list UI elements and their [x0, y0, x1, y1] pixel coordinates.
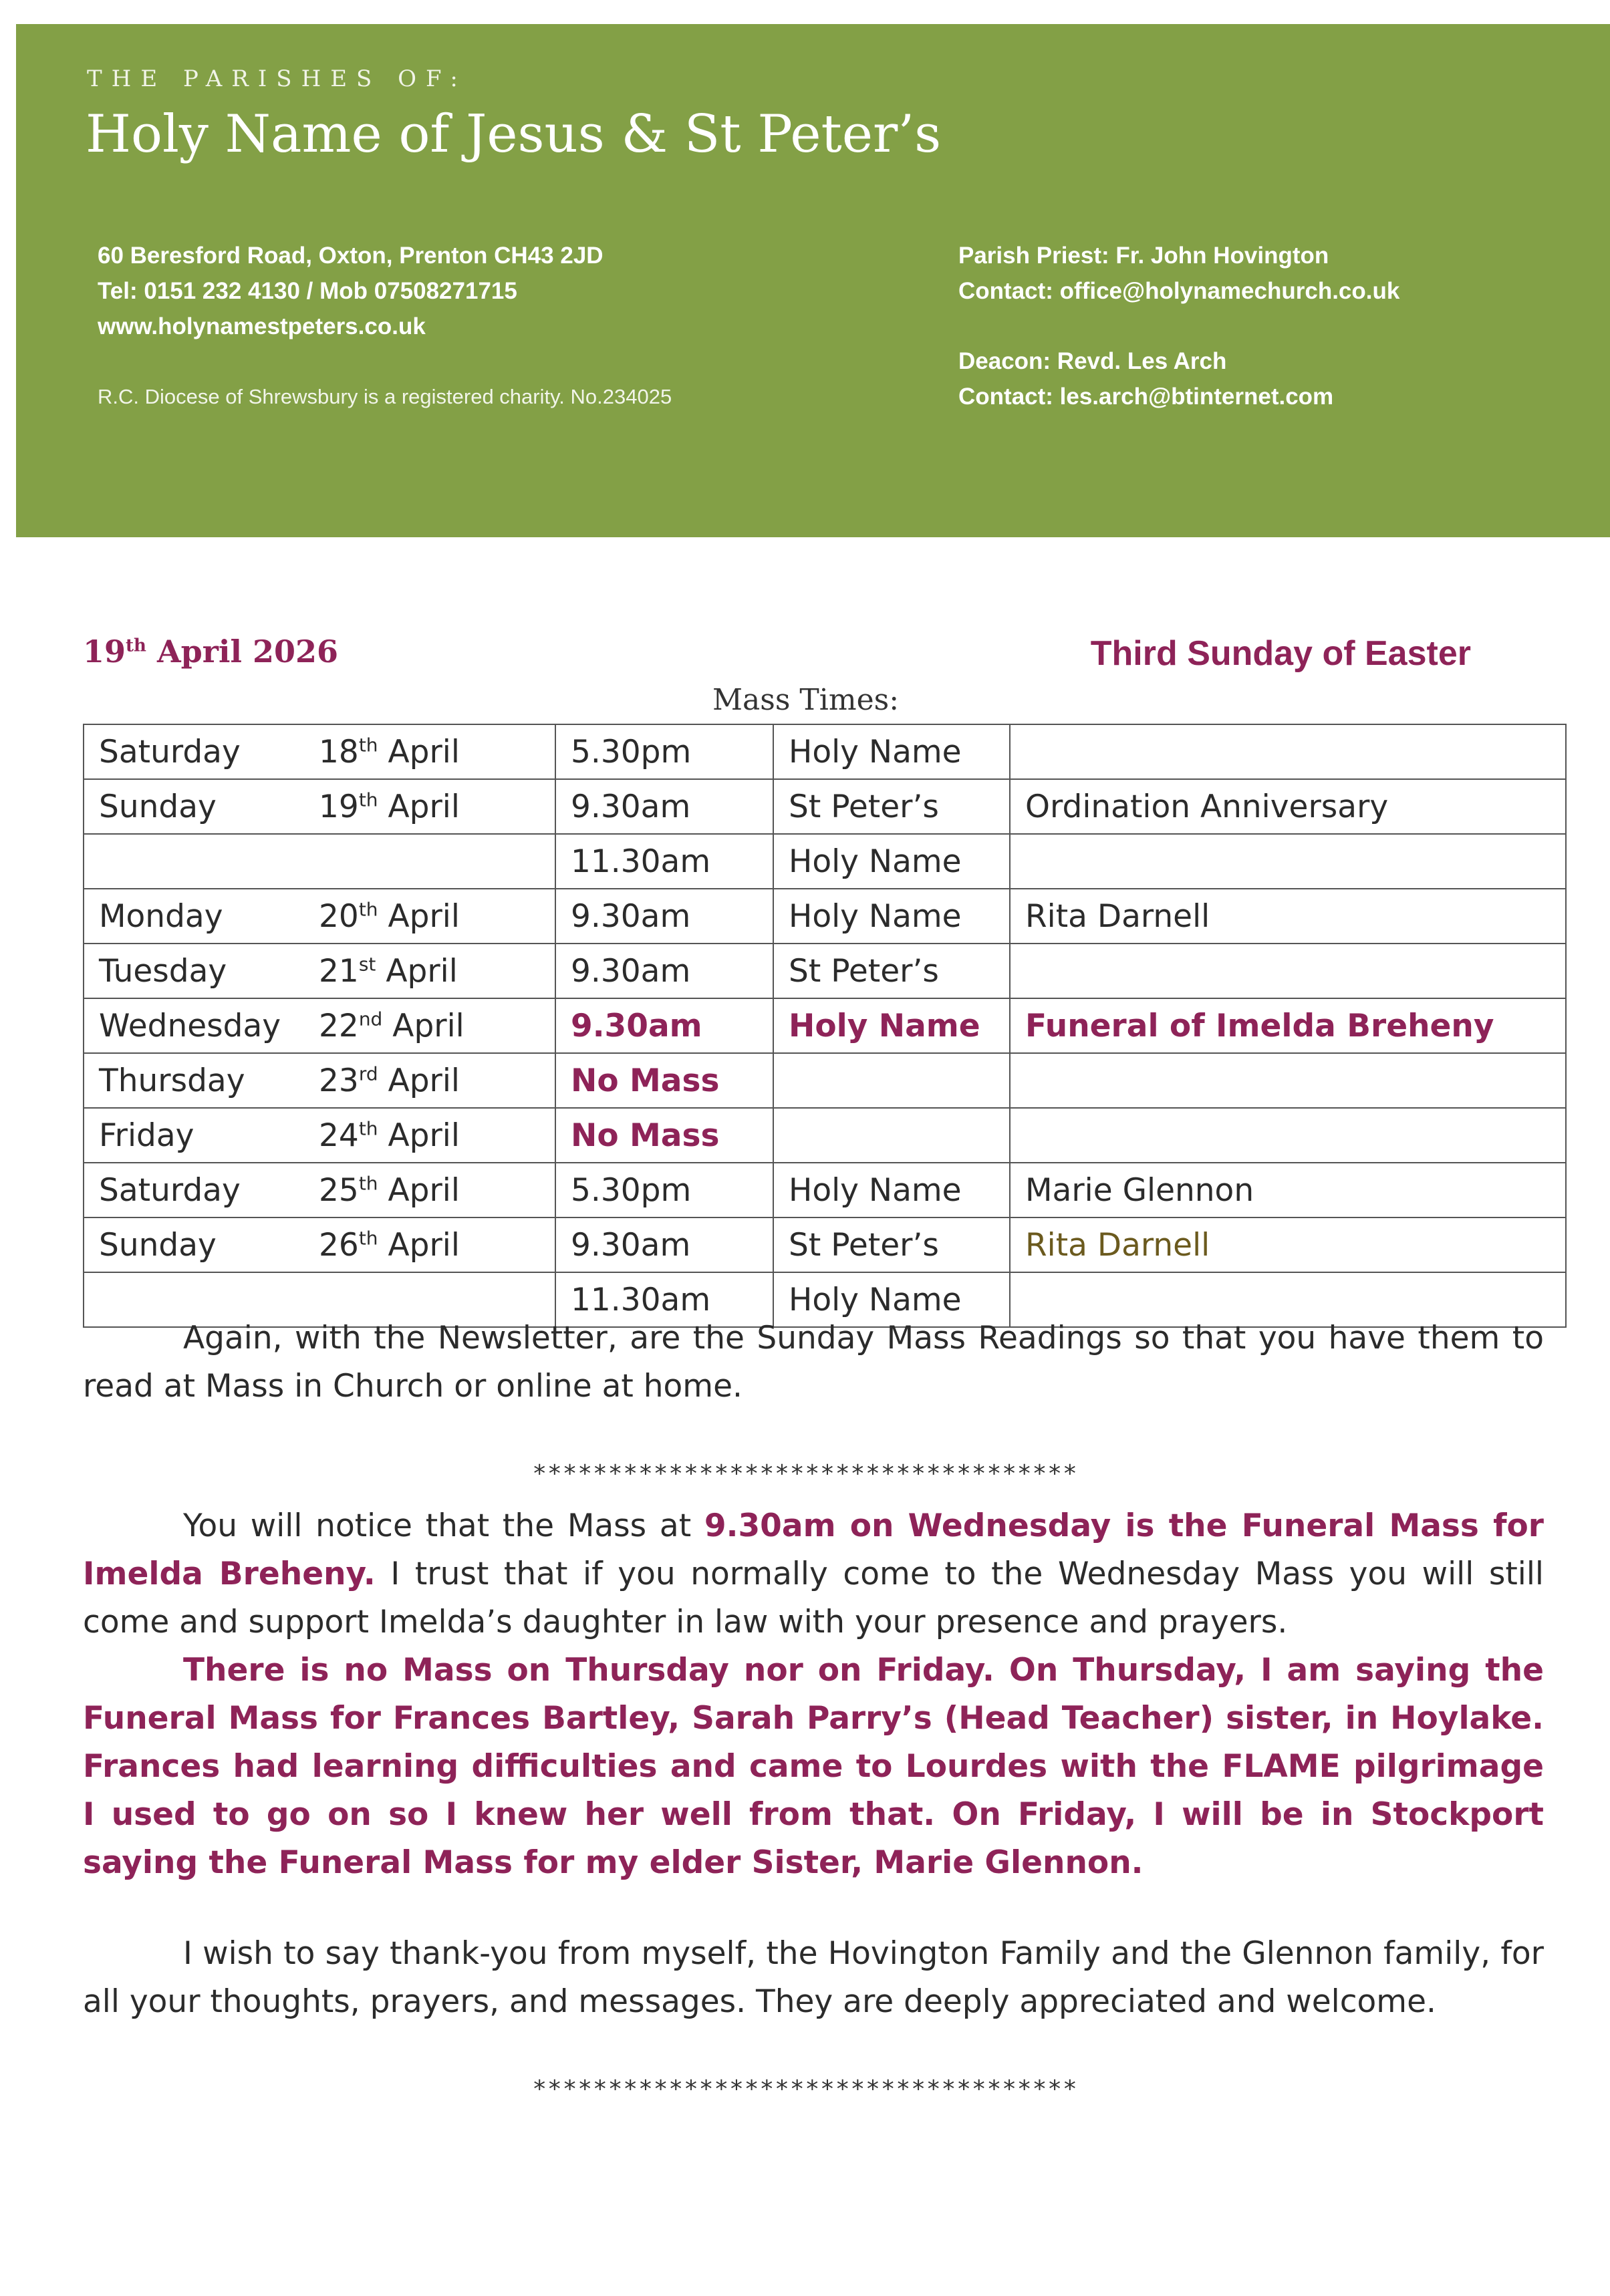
deacon: Deacon: Revd. Les Arch	[958, 348, 1227, 374]
mass-row	[84, 998, 1566, 1053]
mass-time: 9.30am	[555, 944, 773, 998]
deacon-contact[interactable]: Contact: les.arch@btinternet.com	[958, 384, 1334, 410]
mass-time: 9.30am	[555, 889, 773, 944]
mass-row	[84, 724, 1566, 779]
charity-notice: R.C. Diocese of Shrewsbury is a registered charity. No.234025	[98, 385, 672, 408]
mass-day: Friday	[84, 1108, 304, 1163]
mass-row	[84, 1053, 1566, 1108]
mass-church: St Peter’s	[773, 944, 1010, 998]
liturgical-sunday-title: Third Sunday of Easter	[1090, 634, 1471, 673]
mass-church: Holy Name	[773, 1163, 1010, 1217]
mass-day: Monday	[84, 889, 304, 944]
mass-note: Rita Darnell	[1010, 889, 1566, 944]
mass-day: Wednesday	[84, 998, 304, 1053]
mass-row	[84, 889, 1566, 944]
mass-date: 22nd April	[304, 998, 555, 1053]
mass-time: 5.30pm	[555, 1163, 773, 1217]
mass-day: Sunday	[84, 779, 304, 834]
mass-times-table	[83, 724, 1567, 1328]
mass-day: Saturday	[84, 1163, 304, 1217]
mass-date: 19th April	[304, 779, 555, 834]
mass-row	[84, 779, 1566, 834]
mass-date: 24th April	[304, 1108, 555, 1163]
mass-time: 11.30am	[555, 834, 773, 889]
bulletin-date: 19th April 2026	[83, 633, 339, 670]
funeral-notice-paragraph: You will notice that the Mass at 9.30am on Wednesday is the Funeral Mass for Imelda Breheny. I trust that if you normally come to the Wednesday Mass you will still come and support Imelda’s daughter in law with your presence and prayers.	[83, 1508, 1544, 1640]
parish-website[interactable]: www.holynamestpeters.co.uk	[98, 313, 426, 339]
mass-church: Holy Name	[773, 889, 1010, 944]
mass-note: Ordination Anniversary	[1010, 779, 1566, 834]
mass-time: No Mass	[555, 1108, 773, 1163]
mass-note	[1010, 834, 1566, 889]
mass-day	[84, 834, 304, 889]
mass-time: 11.30am	[555, 1272, 773, 1327]
mass-row	[84, 1217, 1566, 1272]
thank-you-paragraph: I wish to say thank-you from myself, the Hovington Family and the Glennon family, for all your thoughts, prayers, and messages. They are deeply appreciated and welcome.	[83, 1935, 1544, 2020]
mass-date: 23rd April	[304, 1053, 555, 1108]
mass-note	[1010, 944, 1566, 998]
mass-date	[304, 834, 555, 889]
mass-date: 18th April	[304, 724, 555, 779]
mass-date: 25th April	[304, 1163, 555, 1217]
mass-date: 21st April	[304, 944, 555, 998]
mass-date: 20th April	[304, 889, 555, 944]
mass-day: Thursday	[84, 1053, 304, 1108]
mass-church: St Peter’s	[773, 779, 1010, 834]
parish-address-block	[98, 238, 603, 344]
separator-stars-bottom: ************************************	[532, 2075, 1078, 2103]
mass-note	[1010, 1053, 1566, 1108]
mass-row	[84, 1108, 1566, 1163]
mass-church: Holy Name	[773, 998, 1010, 1053]
separator-stars: ************************************	[532, 1460, 1078, 1487]
no-mass-paragraph: There is no Mass on Thursday nor on Friday. On Thursday, I am saying the Funeral Mass for Frances Bartley, Sarah Parry’s (Head Teacher) sister, in Hoylake. Frances had learning difficulties and came to Lourdes with the FLAME pilgrimage I used to go on so I knew her well from that. On Friday, I will be in Stockport saying the Funeral Mass for my elder Sister, Marie Glennon.	[83, 1652, 1544, 1881]
mass-church: Holy Name	[773, 1272, 1010, 1327]
clergy-contacts	[958, 238, 1399, 414]
parish-header-banner	[16, 24, 1610, 537]
mass-time: 9.30am	[555, 779, 773, 834]
mass-time: 9.30am	[555, 998, 773, 1053]
mass-day: Saturday	[84, 724, 304, 779]
priest-contact[interactable]: Contact: office@holynamechurch.co.uk	[958, 278, 1400, 304]
parish-priest: Parish Priest: Fr. John Hovington	[958, 243, 1329, 269]
mass-date: 26th April	[304, 1217, 555, 1272]
parish-title: Holy Name of Jesus & St Peter’s	[86, 104, 942, 164]
mass-note	[1010, 724, 1566, 779]
readings-paragraph: Again, with the Newsletter, are the Sunday Mass Readings so that you have them to read at Mass in Church or online at home.	[83, 1320, 1544, 1405]
parish-address: 60 Beresford Road, Oxton, Prenton CH43 2JD	[98, 243, 603, 269]
mass-church	[773, 1053, 1010, 1108]
mass-time: 5.30pm	[555, 724, 773, 779]
parishes-kicker: THE PARISHES OF:	[87, 65, 467, 92]
mass-times-caption: Mass Times:	[712, 683, 900, 717]
mass-row	[84, 944, 1566, 998]
mass-time: No Mass	[555, 1053, 773, 1108]
mass-church: Holy Name	[773, 834, 1010, 889]
mass-note	[1010, 1108, 1566, 1163]
parish-phone: Tel: 0151 232 4130 / Mob 07508271715	[98, 278, 517, 304]
mass-day: Sunday	[84, 1217, 304, 1272]
mass-day: Tuesday	[84, 944, 304, 998]
mass-note: Rita Darnell	[1010, 1217, 1566, 1272]
mass-note: Marie Glennon	[1010, 1163, 1566, 1217]
mass-church: St Peter’s	[773, 1217, 1010, 1272]
mass-time: 9.30am	[555, 1217, 773, 1272]
mass-church: Holy Name	[773, 724, 1010, 779]
mass-row	[84, 1163, 1566, 1217]
mass-note: Funeral of Imelda Breheny	[1010, 998, 1566, 1053]
mass-church	[773, 1108, 1010, 1163]
mass-row	[84, 834, 1566, 889]
